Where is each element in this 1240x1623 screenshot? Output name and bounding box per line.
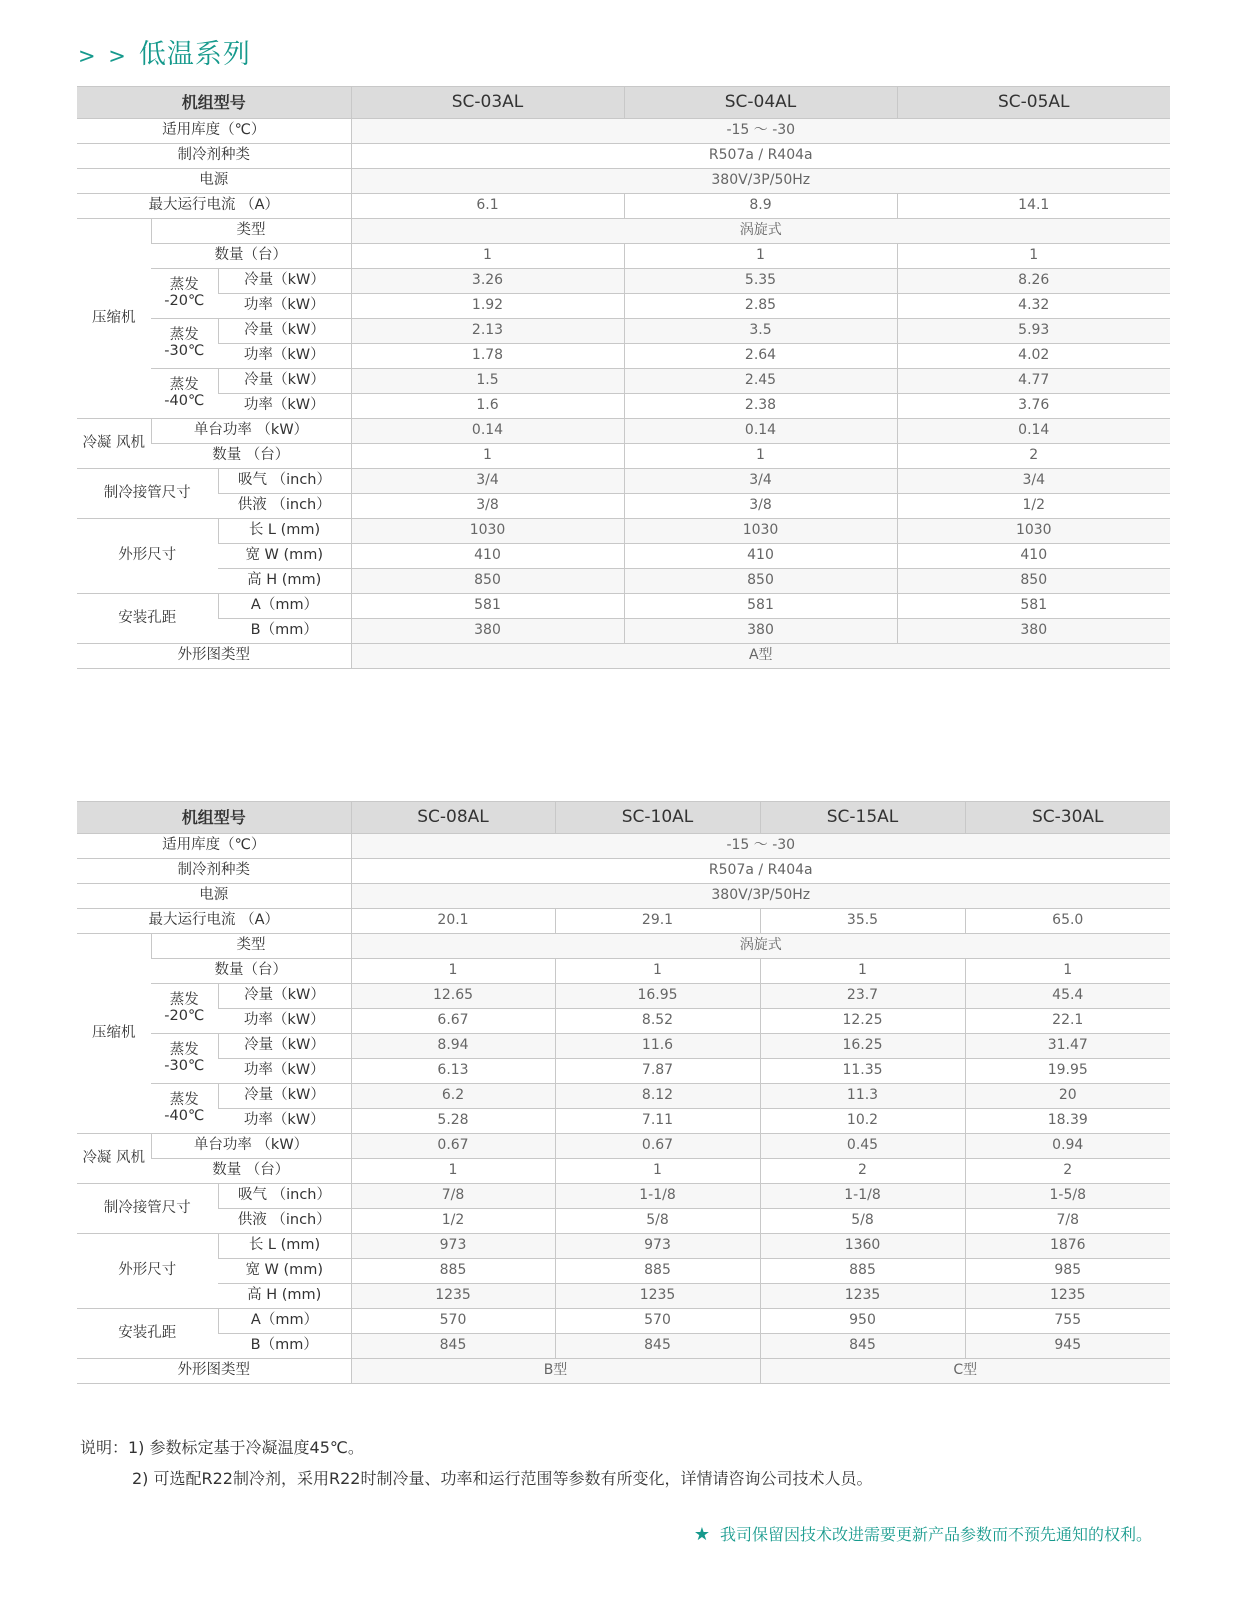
section-title xyxy=(78,32,251,71)
cell-value: 1 xyxy=(965,959,1170,984)
cell-value: 950 xyxy=(760,1309,965,1334)
note-line: 2) 可选配R22制冷剂，采用R22时制冷量、功率和运行范围等参数有所变化，详情请咨询公司技术人员。 xyxy=(132,1469,873,1488)
cell-value: 45.4 xyxy=(965,984,1170,1009)
row-label: 数量（台） xyxy=(151,959,351,984)
row-label: 功率（kW） xyxy=(218,1109,351,1134)
row-label: 功率（kW） xyxy=(218,1059,351,1084)
cell-value: 1 xyxy=(555,1159,760,1184)
subgroup-label: 蒸发 -40℃ xyxy=(151,1084,218,1134)
model-name: SC-30AL xyxy=(965,802,1170,834)
cell-value: 23.7 xyxy=(760,984,965,1009)
cell-value: 0.67 xyxy=(351,1134,555,1159)
group-label: 压缩机 xyxy=(77,934,151,1134)
cell-value: 0.45 xyxy=(760,1134,965,1159)
cell-value: 1 xyxy=(351,444,624,469)
cell-value: 8.94 xyxy=(351,1034,555,1059)
row-label: 适用库度（℃） xyxy=(77,119,351,144)
cell-value: 12.25 xyxy=(760,1009,965,1034)
row-label: 外形图类型 xyxy=(77,1359,351,1384)
cell-value: 2.45 xyxy=(624,369,897,394)
row-label: 冷量（kW） xyxy=(218,319,351,344)
cell-value: 1/2 xyxy=(897,494,1170,519)
subgroup-label: 蒸发 -40℃ xyxy=(151,369,218,419)
cell-value: 570 xyxy=(351,1309,555,1334)
row-label: 冷量（kW） xyxy=(218,269,351,294)
cell-value: 11.35 xyxy=(760,1059,965,1084)
cell-value: 19.95 xyxy=(965,1059,1170,1084)
cell-value: 1360 xyxy=(760,1234,965,1259)
row-label: 冷量（kW） xyxy=(218,1084,351,1109)
row-label: 功率（kW） xyxy=(218,394,351,419)
notes xyxy=(80,1432,872,1494)
row-label: 最大运行电流 （A） xyxy=(77,909,351,934)
cell-value: 845 xyxy=(555,1334,760,1359)
cell-value: 11.3 xyxy=(760,1084,965,1109)
cell-value: 5.35 xyxy=(624,269,897,294)
cell-value: 12.65 xyxy=(351,984,555,1009)
row-label: 长 L (mm) xyxy=(218,519,351,544)
cell-value: 380V/3P/50Hz xyxy=(351,884,1170,909)
cell-value: 2.64 xyxy=(624,344,897,369)
row-label: 数量（台） xyxy=(151,244,351,269)
row-label: 吸气 （inch） xyxy=(218,1184,351,1209)
cell-value: 1-1/8 xyxy=(760,1184,965,1209)
double-chevron-icon: > > xyxy=(78,44,129,68)
cell-value: 380 xyxy=(897,619,1170,644)
cell-value: 581 xyxy=(624,594,897,619)
model-name: SC-15AL xyxy=(760,802,965,834)
cell-value: 7/8 xyxy=(351,1184,555,1209)
cell-value: 31.47 xyxy=(965,1034,1170,1059)
row-label: 数量 （台） xyxy=(151,444,351,469)
subgroup-label: 蒸发 -30℃ xyxy=(151,319,218,369)
cell-value: 8.52 xyxy=(555,1009,760,1034)
cell-value: 2 xyxy=(760,1159,965,1184)
cell-value: 1 xyxy=(624,244,897,269)
row-label: B（mm） xyxy=(218,1334,351,1359)
row-label: 外形图类型 xyxy=(77,644,351,669)
row-label: 功率（kW） xyxy=(218,1009,351,1034)
model-name: SC-08AL xyxy=(351,802,555,834)
group-label: 冷凝 风机 xyxy=(77,419,151,469)
cell-value: 850 xyxy=(624,569,897,594)
cell-value: 570 xyxy=(555,1309,760,1334)
row-label: 高 H (mm) xyxy=(218,569,351,594)
cell-value: 1235 xyxy=(555,1284,760,1309)
cell-value: R507a / R404a xyxy=(351,859,1170,884)
cell-value: 3.76 xyxy=(897,394,1170,419)
cell-value: 845 xyxy=(760,1334,965,1359)
row-label: 宽 W (mm) xyxy=(218,544,351,569)
group-label: 压缩机 xyxy=(77,219,151,419)
group-label: 外形尺寸 xyxy=(77,519,218,594)
row-label: 长 L (mm) xyxy=(218,1234,351,1259)
group-label: 冷凝 风机 xyxy=(77,1134,151,1184)
disclaimer xyxy=(694,1522,1152,1545)
cell-value: 8.12 xyxy=(555,1084,760,1109)
cell-value: 20.1 xyxy=(351,909,555,934)
cell-value: 973 xyxy=(555,1234,760,1259)
subgroup-label: 蒸发 -30℃ xyxy=(151,1034,218,1084)
cell-value: 0.94 xyxy=(965,1134,1170,1159)
row-label: 供液 （inch） xyxy=(218,494,351,519)
row-label: 吸气 （inch） xyxy=(218,469,351,494)
cell-value: 5/8 xyxy=(555,1209,760,1234)
cell-value: 6.1 xyxy=(351,194,624,219)
cell-value: 10.2 xyxy=(760,1109,965,1134)
cell-value: 0.14 xyxy=(624,419,897,444)
row-label: 电源 xyxy=(77,169,351,194)
cell-value: 6.67 xyxy=(351,1009,555,1034)
cell-value: 1/2 xyxy=(351,1209,555,1234)
cell-value: 0.67 xyxy=(555,1134,760,1159)
cell-value: 6.2 xyxy=(351,1084,555,1109)
row-label: 类型 xyxy=(151,219,351,244)
row-label: 功率（kW） xyxy=(218,344,351,369)
cell-value: 973 xyxy=(351,1234,555,1259)
row-label: B（mm） xyxy=(218,619,351,644)
cell-value: 5.28 xyxy=(351,1109,555,1134)
cell-value: 850 xyxy=(897,569,1170,594)
spec-table-2 xyxy=(77,801,1170,1384)
cell-value: 3/4 xyxy=(897,469,1170,494)
note-line: 说明：1) 参数标定基于冷凝温度45℃。 xyxy=(80,1438,364,1457)
cell-value: 5.93 xyxy=(897,319,1170,344)
cell-value: 6.13 xyxy=(351,1059,555,1084)
row-label: A（mm） xyxy=(218,1309,351,1334)
row-label: 宽 W (mm) xyxy=(218,1259,351,1284)
cell-value: 3/8 xyxy=(351,494,624,519)
row-label: 单台功率 （kW） xyxy=(151,419,351,444)
cell-value: 1 xyxy=(760,959,965,984)
model-name: SC-04AL xyxy=(624,87,897,119)
group-label: 制冷接管尺寸 xyxy=(77,1184,218,1234)
cell-value: 1235 xyxy=(760,1284,965,1309)
model-name: SC-03AL xyxy=(351,87,624,119)
cell-value: 0.14 xyxy=(897,419,1170,444)
cell-value: B型 xyxy=(351,1359,760,1384)
cell-value: 2 xyxy=(965,1159,1170,1184)
cell-value: 1235 xyxy=(351,1284,555,1309)
cell-value: 885 xyxy=(555,1259,760,1284)
row-label: 电源 xyxy=(77,884,351,909)
cell-value: -15 ～ -30 xyxy=(351,834,1170,859)
subgroup-label: 蒸发 -20℃ xyxy=(151,269,218,319)
row-label: 高 H (mm) xyxy=(218,1284,351,1309)
cell-value: -15 ～ -30 xyxy=(351,119,1170,144)
cell-value: R507a / R404a xyxy=(351,144,1170,169)
cell-value: 1030 xyxy=(351,519,624,544)
group-label: 安装孔距 xyxy=(77,594,218,644)
model-header: 机组型号 xyxy=(77,802,351,834)
cell-value: 1030 xyxy=(624,519,897,544)
cell-value: 1235 xyxy=(965,1284,1170,1309)
group-label: 外形尺寸 xyxy=(77,1234,218,1309)
cell-value: 410 xyxy=(897,544,1170,569)
cell-value: 16.95 xyxy=(555,984,760,1009)
row-label: 单台功率 （kW） xyxy=(151,1134,351,1159)
group-label: 制冷接管尺寸 xyxy=(77,469,218,519)
cell-value: 3/4 xyxy=(624,469,897,494)
cell-value: 581 xyxy=(897,594,1170,619)
cell-value: 涡旋式 xyxy=(351,934,1170,959)
cell-value: C型 xyxy=(760,1359,1170,1384)
cell-value: 581 xyxy=(351,594,624,619)
cell-value: 8.9 xyxy=(624,194,897,219)
cell-value: 885 xyxy=(760,1259,965,1284)
cell-value: 1.78 xyxy=(351,344,624,369)
cell-value: 14.1 xyxy=(897,194,1170,219)
cell-value: A型 xyxy=(351,644,1170,669)
cell-value: 1.6 xyxy=(351,394,624,419)
cell-value: 1.92 xyxy=(351,294,624,319)
star-icon: ★ xyxy=(693,1524,710,1545)
row-label: 冷量（kW） xyxy=(218,984,351,1009)
cell-value: 1876 xyxy=(965,1234,1170,1259)
group-label: 安装孔距 xyxy=(77,1309,218,1359)
cell-value: 1 xyxy=(555,959,760,984)
cell-value: 1 xyxy=(351,959,555,984)
cell-value: 29.1 xyxy=(555,909,760,934)
row-label: 制冷剂种类 xyxy=(77,859,351,884)
row-label: 数量 （台） xyxy=(151,1159,351,1184)
cell-value: 850 xyxy=(351,569,624,594)
model-name: SC-10AL xyxy=(555,802,760,834)
row-label: 功率（kW） xyxy=(218,294,351,319)
cell-value: 22.1 xyxy=(965,1009,1170,1034)
cell-value: 885 xyxy=(351,1259,555,1284)
cell-value: 3.26 xyxy=(351,269,624,294)
spec-table-1 xyxy=(77,86,1170,669)
disclaimer-text: 我司保留因技术改进需要更新产品参数而不预先通知的权利。 xyxy=(719,1525,1152,1544)
cell-value: 1 xyxy=(624,444,897,469)
cell-value: 2.13 xyxy=(351,319,624,344)
cell-value: 4.32 xyxy=(897,294,1170,319)
row-label: A（mm） xyxy=(218,594,351,619)
cell-value: 65.0 xyxy=(965,909,1170,934)
cell-value: 35.5 xyxy=(760,909,965,934)
cell-value: 8.26 xyxy=(897,269,1170,294)
cell-value: 3/4 xyxy=(351,469,624,494)
cell-value: 845 xyxy=(351,1334,555,1359)
cell-value: 945 xyxy=(965,1334,1170,1359)
cell-value: 380V/3P/50Hz xyxy=(351,169,1170,194)
row-label: 供液 （inch） xyxy=(218,1209,351,1234)
cell-value: 1 xyxy=(351,1159,555,1184)
subgroup-label: 蒸发 -20℃ xyxy=(151,984,218,1034)
cell-value: 2.38 xyxy=(624,394,897,419)
row-label: 最大运行电流 （A） xyxy=(77,194,351,219)
cell-value: 4.02 xyxy=(897,344,1170,369)
cell-value: 380 xyxy=(624,619,897,644)
cell-value: 涡旋式 xyxy=(351,219,1170,244)
cell-value: 1 xyxy=(351,244,624,269)
cell-value: 1030 xyxy=(897,519,1170,544)
cell-value: 16.25 xyxy=(760,1034,965,1059)
section-title-text: 低温系列 xyxy=(138,39,251,70)
cell-value: 1 xyxy=(897,244,1170,269)
cell-value: 2.85 xyxy=(624,294,897,319)
cell-value: 4.77 xyxy=(897,369,1170,394)
cell-value: 20 xyxy=(965,1084,1170,1109)
model-name: SC-05AL xyxy=(897,87,1170,119)
cell-value: 755 xyxy=(965,1309,1170,1334)
cell-value: 7/8 xyxy=(965,1209,1170,1234)
cell-value: 410 xyxy=(624,544,897,569)
cell-value: 3/8 xyxy=(624,494,897,519)
cell-value: 410 xyxy=(351,544,624,569)
cell-value: 18.39 xyxy=(965,1109,1170,1134)
model-header: 机组型号 xyxy=(77,87,351,119)
cell-value: 7.87 xyxy=(555,1059,760,1084)
cell-value: 5/8 xyxy=(760,1209,965,1234)
row-label: 制冷剂种类 xyxy=(77,144,351,169)
row-label: 冷量（kW） xyxy=(218,1034,351,1059)
cell-value: 0.14 xyxy=(351,419,624,444)
cell-value: 1-1/8 xyxy=(555,1184,760,1209)
cell-value: 3.5 xyxy=(624,319,897,344)
row-label: 冷量（kW） xyxy=(218,369,351,394)
row-label: 类型 xyxy=(151,934,351,959)
cell-value: 985 xyxy=(965,1259,1170,1284)
cell-value: 7.11 xyxy=(555,1109,760,1134)
cell-value: 1-5/8 xyxy=(965,1184,1170,1209)
row-label: 适用库度（℃） xyxy=(77,834,351,859)
cell-value: 380 xyxy=(351,619,624,644)
cell-value: 11.6 xyxy=(555,1034,760,1059)
cell-value: 2 xyxy=(897,444,1170,469)
cell-value: 1.5 xyxy=(351,369,624,394)
